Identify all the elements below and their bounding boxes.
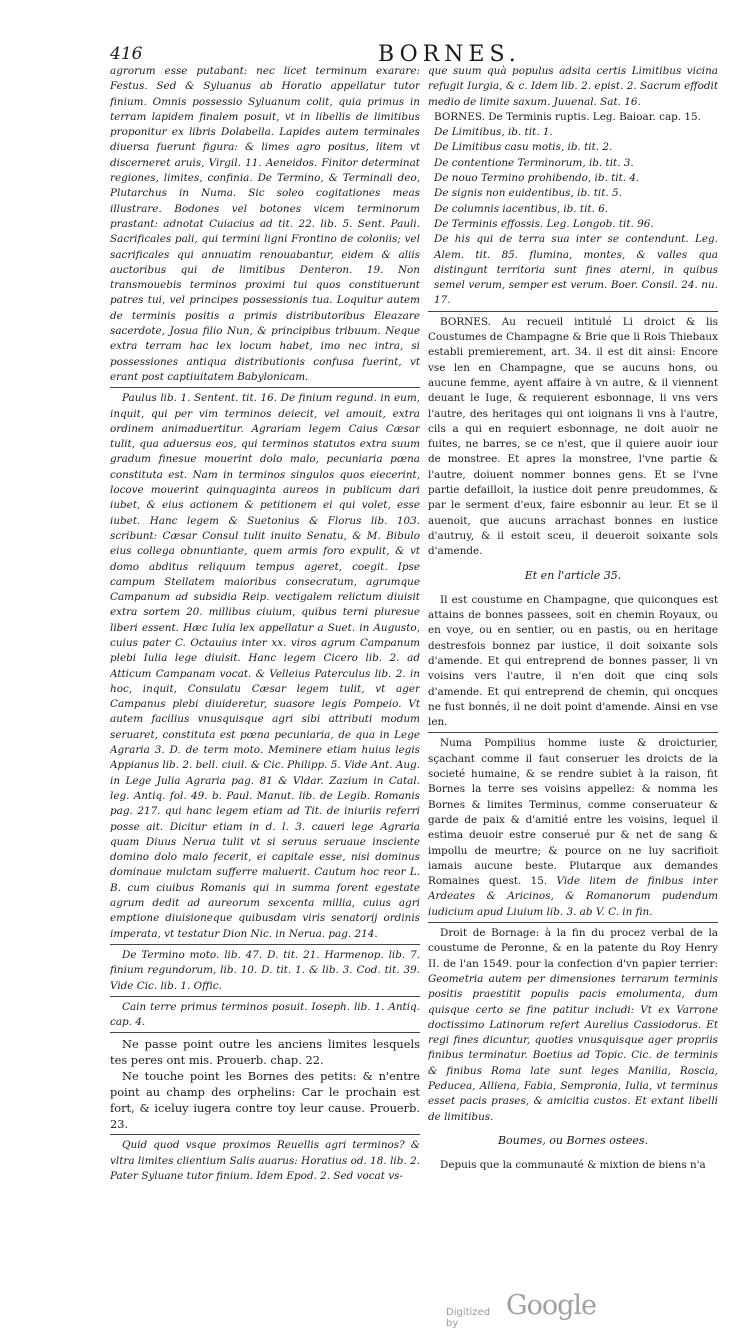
column-rule [428, 922, 718, 923]
column-rule [110, 996, 420, 997]
column-rule [110, 1032, 420, 1033]
left-paragraph: Ne touche point les Bornes des petits: & n'entre point au champ des orphelins: Car le prochain est fort, & iceluy iugera contre toy leur cause. Prouerb. 23. [110, 1069, 420, 1132]
google-logo-text: Google [506, 1290, 596, 1321]
law-reference-item: De signis non euidentibus, ib. tit. 5. [434, 187, 622, 200]
bornage-latin-text: Geometria autem per dimensiones terrarum terminis positis praestitit populis pacis emolumenta, dum quisque certo se fine patitur includi: Vt ex Varrone doctissimo Latinorum refert Aurelius Cassiodorus. Et regi fines dicuntur, quoties vnusquisque ager propriis finibus terminatur. Boetius ad Topic. Cic. de terminis & finibus Roma late sunt leges Manilia, Roscia, Peducea, Alliena, Fabia, Sempronia, Iulia, vt terminus esset pacis prases, & amicitia custos. Et extant libelli de limitibus. [428, 972, 718, 1123]
column-rule [110, 1134, 420, 1135]
champagne-custom-paragraph: BORNES. Au recueil intitulé Li droict & lis Coustumes de Champagne & Brie que li Rois Thiebaux establi premierement, art. 34. il est dit ainsi: Encore vse len en Champagne, que se aucuns hons, ou aucune femme, ayent affaire à vn autre, & il viennent deuant le Iuge, & requierent esbonnage, li vns vers l'autre, des heritages qui ont ioignans li vns à l'autre, cils a qui en requiert esbonnage, ne doit auoir ne fuites, ne barres, se ce n'est, que il quiere auoir iour de monstree. Et apres la monstree, l'vne partie & l'autre, doiuent nommer bonnes gens. Et se l'vne partie defailloit, la iustice doit penre preudommes, & par le serment d'eux, faire esbonnir au leur. Et se il auenoit, que aucuns arrachast bonnes en iustice d'autruy, & il estoit sceu, il deueroit soixante sols d'amende. [428, 315, 718, 558]
subheading-bornes-ostees: Boumes, ou Bornes ostees. [497, 1133, 649, 1147]
left-paragraph: agrorum esse putabant: nec licet terminum exarare: Festus. Sed & Syluanus ab Horatio appellatur tutor finium. Omnis possessio Syluanum colit, quia primus in terram lapidem finalem posuit, vt in libellis de limitibus proponitur ex libris Dolabella. Lapides autem terminales diuersa fuerunt figura: & limes agro positus, litem vt discerneret aruis, Virgil. 11. Aeneidos. Finitor determinat regiones, limites, confinia. De Termino, & Terminali deo, Plutarchus in Numa. Sic soleo cogitationes meas illustrare. Bodones vel botones vicem terminorum prastant: adnotat Cuiacius ad tit. 22. lib. 5. Sent. Pauli. Sacrificales pali, qui termini ligni Frontino de coloniis; vel sacrificales qui annuatim renouabantur, eidem & aliis auctoribus qui de limitibus Denteron. 19. Non transmouebis terminos proximi tui quos constituerunt patres tui, vel principes possessionis tua. Loquitur autem de terminis positis a primis distributoribus Eleazare sacerdote, Josua filio Nun, & principibus tribuum. Neque extra terram hac lex locum habet, imo nec intra, si possessiones antiqua distributionis confusa fuerint, vt erant post captiuitatem Babylonicam. [110, 65, 420, 383]
numa-latin-text: Vide litem de finibus inter Ardeates & Aricinos, & Romanorum pudendum iudicium apud Liuium lib. 3. ab V. C. in fin. [428, 875, 718, 918]
right-column [428, 64, 718, 1173]
bornage-text: Droit de Bornage: à la fin du procez verbal de la coustume de Peronne, & en la patente du Roy Henry II. de l'an 1549. pour la confection d'vn papier terrier: [428, 927, 718, 970]
column-rule [428, 311, 718, 312]
left-column [110, 64, 420, 1184]
law-reference-item: De Limitibus, ib. tit. 1. [434, 126, 553, 139]
law-reference-item: BORNES. De Terminis ruptis. Leg. Baioar. cap. 15. [434, 110, 701, 123]
page-number: 416 [110, 44, 143, 64]
law-reference-item: De contentione Terminorum, ib. tit. 3. [434, 156, 634, 169]
left-paragraph: Ne passe point outre les anciens limites lesquels tes peres ont mis. Prouerb. chap. 22. [110, 1037, 420, 1068]
law-reference-item: De columnis iacentibus, ib. tit. 6. [434, 202, 609, 215]
law-reference-item: De nouo Termino prohibendo, ib. tit. 4. [434, 172, 640, 185]
law-reference-list [428, 110, 718, 309]
right-intro-paragraph: que suum quà populus adsita certis Limitibus vicina refugit Iurgia, & c. Idem lib. 2. epist. 2. Sacrum effodit medio de limite saxum. Juuenal. Sat. 16. [428, 65, 718, 108]
numa-paragraph [428, 736, 718, 920]
law-reference-item: De Limitibus casu motis, ib. tit. 2. [434, 141, 613, 154]
running-head: BORNES. [378, 42, 521, 67]
article-35-paragraph: Il est coustume en Champagne, que quiconques est attains de bonnes passees, soit en chemin Royaux, ou en voye, ou en sentier, ou en pastis, ou en heritage destresfois bonnez par iustice, il doit soixante sols d'amende. Et qui entreprend de bonnes passer, li vn voisins vers l'autre, il n'en doit que cinq sols d'amende. Et qui entreprend de chemin, qui oncques ne fust bonnés, il ne doit point d'amende. Ainsi en vse len. [428, 593, 718, 729]
column-rule [110, 387, 420, 388]
left-paragraph: Paulus lib. 1. Sentent. tit. 16. De finium regund. in eum, inquit, qui per vim terminos deiecit, vel amouit, extra ordinem animaduertitur. Agrariam legem Caius Cæsar tulit, qua aduersus eos, qui terminos statutos extra suum gradum finesue mouerint dolo malo, pecuniaria pœna constituta est. Nam in terminos singulos quos eiecerint, locove mouerint quinquaginta aureos in publicum dari iubet, & eius actionem & petitionem ei qui volet, esse iubet. Hanc legem & Suetonius & Florus lib. 103. scribunt: Cæsar Consul tulit inuito Senatu, & M. Bibulo eius collega obnuntiante, quem armis foro expulit, & vt domo abditus reliquum tempus ageret, coegit. Ipse campum Stellatem maioribus consecratum, agrumque Campanum ad subsidia Reip. vectigalem relictum diuisit extra sortem 20. millibus ciuium, quibus terni pluresue liberi essent. Hæc Iulia lex appellatur a Suet. in Augusto, cuius pater C. Octauius inter xx. viros agrum Campanum plebi Iulia lege diuisit. Hanc legem Cicero lib. 2. ad Atticum Campanam vocat. & Velleius Paterculus lib. 2. in hoc, inquit, Consulatu Cæsar legem tulit, vt ager Campanus plebi diuideretur, suasore legis Pompeio. Vt autem facilius vnusquisque agri sibi attributi modum seruaret, constituta est pœna pecuniaria, de qua in Lege Agraria 3. D. de term moto. Meminere etiam huius legis Appianus lib. 2. bell. ciuil. & Cic. Philipp. 5. Vide Ant. Aug. in Lege Julia Agraria pag. 81 & Vldar. Zazium in Catal. leg. Antiq. fol. 49. b. Paul. Manut. lib. de Legib. Romanis pag. 217. qui hanc legem etiam ad Tit. de iniuriis referri posse ait. Dicitur etiam in d. l. 3. caueri lege Agraria quam Diuus Nerua tulit vt si seruus seruaue insciente domino dolo malo fecerit, ei capitale esse, nisi dominus dominaue mulctam sufferre maluerit. Cautum hoc reor L. B. cum ciuibus Romanis qui in summa forent egestate agrum dedit ad aureorum sexcenta millia, cuius agri emptione diuisioneque quibusdam viris senatorij ordinis imperata, vt testatur Dion Nic. in Nerua. pag. 214. [110, 392, 420, 940]
subheading-article-35: Et en l'article 35. [524, 568, 622, 582]
bornage-paragraph [428, 926, 718, 1125]
column-rule [428, 732, 718, 733]
left-paragraph: Cain terre primus terminos posuit. Ioseph. lib. 1. Antiq. cap. 4. [110, 1000, 420, 1029]
column-rule [110, 944, 420, 945]
numa-text: Numa Pompilius homme iuste & droicturier, sçachant comme il faut conseruer les droicts de la societé humaine, & se rendre subiet à la raison, fit Bornes la terre ses voisins appellez: & nomma les Bornes & limites Terminus, comme conseruateur & garde de paix & d'amitié entre les voisins, lequel il estima deuoir estre conserué pur & net de sang & impollu de meurtre; & pource on ne luy sacrifioit iamais aucune beste. Plutarque aux demandes Romaines quest. 15. [428, 737, 718, 888]
left-paragraph: De Termino moto. lib. 47. D. tit. 21. Harmenop. lib. 7. finium regundorum, lib. 10. D. tit. 1. & lib. 3. Cod. tit. 39. Vide Cic. lib. 1. Offic. [110, 948, 420, 992]
digitized-by-text: Digitized by [446, 1307, 491, 1329]
communaute-paragraph: Depuis que la communauté & mixtion de biens n'a [440, 1159, 706, 1172]
left-paragraph: Quid quod vsque proximos Reuellis agri terminos? & vltra limites clientium Salis auarus: Horatius od. 18. lib. 2. Pater Syluane tutor finium. Idem Epod. 2. Sed vocat vs- [110, 1139, 420, 1182]
law-reference-item: De his qui de terra sua inter se contendunt. Leg. Alem. tit. 85. flumina, montes, & valles qua distingunt territoria sunt fines aterni, in quibus semel verum, semper est verum. Boer. Consil. 24. nu. 17. [434, 233, 718, 307]
law-reference-item: De Terminis effossis. Leg. Longob. tit. 96. [434, 217, 654, 230]
